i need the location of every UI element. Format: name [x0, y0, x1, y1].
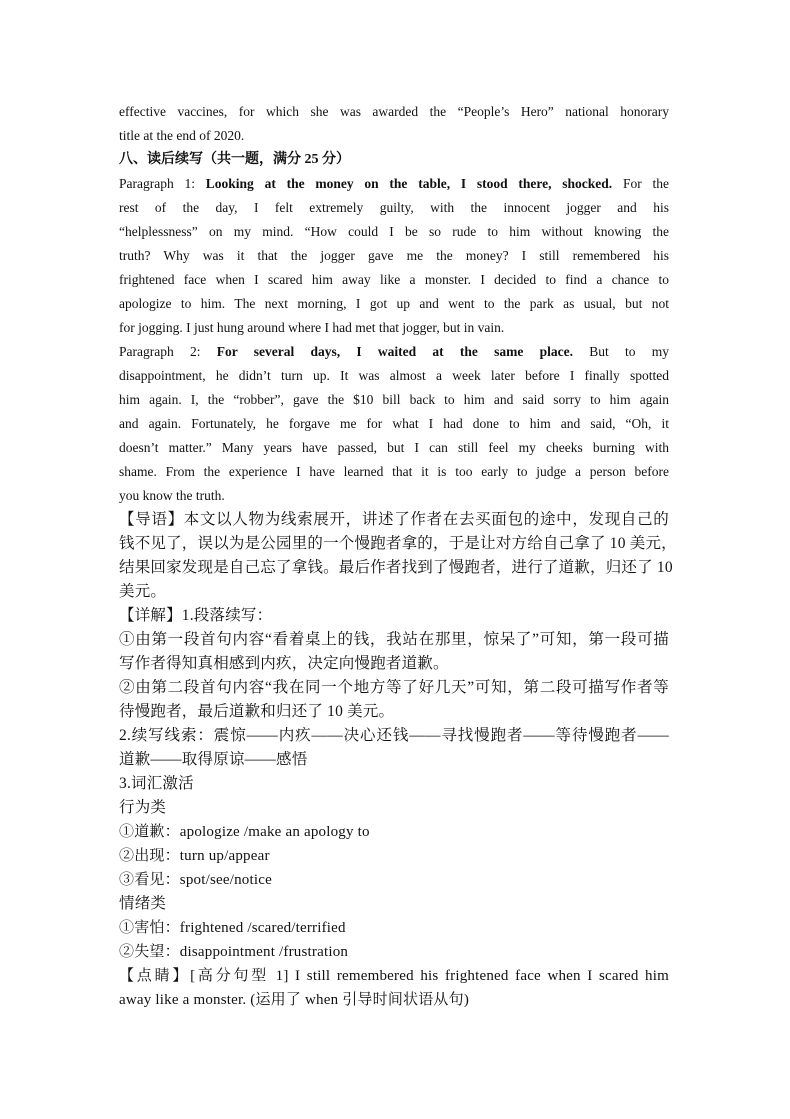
guide-text-line: 结果回家发现是自己忘了拿钱。最后作者找到了慢跑者，进行了道歉，归还了 10	[119, 559, 673, 576]
detail-line: 写作者得知真相感到内疚，决定向慢跑者道歉。	[119, 655, 449, 672]
text-line: doesn’t matter.” Many years have passed, but I can still feel my cheeks burning with	[119, 440, 669, 455]
paragraph-1-first-line	[119, 172, 669, 196]
text-line: “helplessness” on my mind. “How could I be so rude to him without knowing the	[119, 224, 669, 239]
text-line: him again. I, the “robber”, gave the $10 bill back to him and said sorry to him again	[119, 392, 669, 407]
guide-text-line: 钱不见了，误以为是公园里的一个慢跑者拿的，于是让对方给自己拿了 10 美元，	[119, 535, 677, 552]
text-line: for jogging. I just hung around where I had met that jogger, but in vain.	[119, 320, 505, 335]
guide-text-line: 【导语】本文以人物为线索展开，讲述了作者在去买面包的途中，发现自己的	[119, 511, 669, 528]
detail-line: 待慢跑者，最后道歉和归还了 10 美元。	[119, 703, 395, 720]
detail-heading: 【详解】1.段落续写：	[119, 607, 273, 624]
vocabulary-category: 情绪类	[119, 895, 167, 912]
paragraph-opening-sentence: For several days, I waited at the same place.	[216, 344, 573, 359]
highlight-line: 【点睛】[高分句型 1] I still remembered his frightened face when I scared him	[119, 968, 669, 984]
text-line: title at the end of 2020.	[119, 128, 245, 143]
paragraph-2-first-line	[119, 340, 669, 364]
vocabulary-category: 行为类	[119, 799, 167, 816]
text-line: you know the truth.	[119, 488, 225, 503]
vocabulary-item: ②失望：disappointment /frustration	[119, 944, 349, 960]
clue-line: 2.续写线索：震惊——内疚——决心还钱——寻找慢跑者——等待慢跑者——	[119, 727, 669, 744]
vocabulary-heading: 3.词汇激活	[119, 775, 194, 792]
vocabulary-item: ①道歉：apologize /make an apology to	[119, 824, 370, 840]
text-line: disappointment, he didn’t turn up. It was almost a week later before I finally spotted	[119, 368, 669, 383]
section-heading: 八、读后续写（共一题，满分 25 分）	[119, 152, 350, 167]
highlight-line: away like a monster. (运用了 when 引导时间状语从句)	[119, 992, 470, 1008]
text-line: and again. Fortunately, he forgave me for what I had done to him and said, “Oh, it	[119, 416, 669, 431]
paragraph-text: For the	[612, 176, 669, 191]
detail-line: ②由第二段首句内容“我在同一个地方等了好几天”可知，第二段可描写作者等	[119, 679, 669, 696]
vocabulary-item: ③看见：spot/see/notice	[119, 872, 272, 888]
vocabulary-item: ②出现：turn up/appear	[119, 848, 270, 864]
text-line: apologize to him. The next morning, I got up and went to the park as usual, but not	[119, 296, 669, 311]
detail-line: ①由第一段首句内容“看着桌上的钱，我站在那里，惊呆了”可知，第一段可描	[119, 631, 669, 648]
text-line: shame. From the experience I have learned that it is too early to judge a person before	[119, 464, 669, 479]
paragraph-label: Paragraph 1:	[119, 176, 206, 191]
vocabulary-item: ①害怕：frightened /scared/terrified	[119, 920, 346, 936]
document-page	[119, 100, 677, 1012]
text-line: effective vaccines, for which she was awarded the “People’s Hero” national honorary	[119, 104, 669, 119]
text-line: rest of the day, I felt extremely guilty, with the innocent jogger and his	[119, 200, 669, 215]
paragraph-opening-sentence: Looking at the money on the table, I stood there, shocked.	[205, 176, 613, 191]
guide-text-line: 美元。	[119, 583, 167, 600]
paragraph-label: Paragraph 2:	[119, 344, 217, 359]
clue-line: 道歉——取得原谅——感悟	[119, 751, 308, 768]
paragraph-text: But to my	[572, 344, 669, 359]
text-line: truth? Why was it that the jogger gave me the money? I still remembered his	[119, 248, 669, 263]
text-line: frightened face when I scared him away like a monster. I decided to find a chance to	[119, 272, 669, 287]
